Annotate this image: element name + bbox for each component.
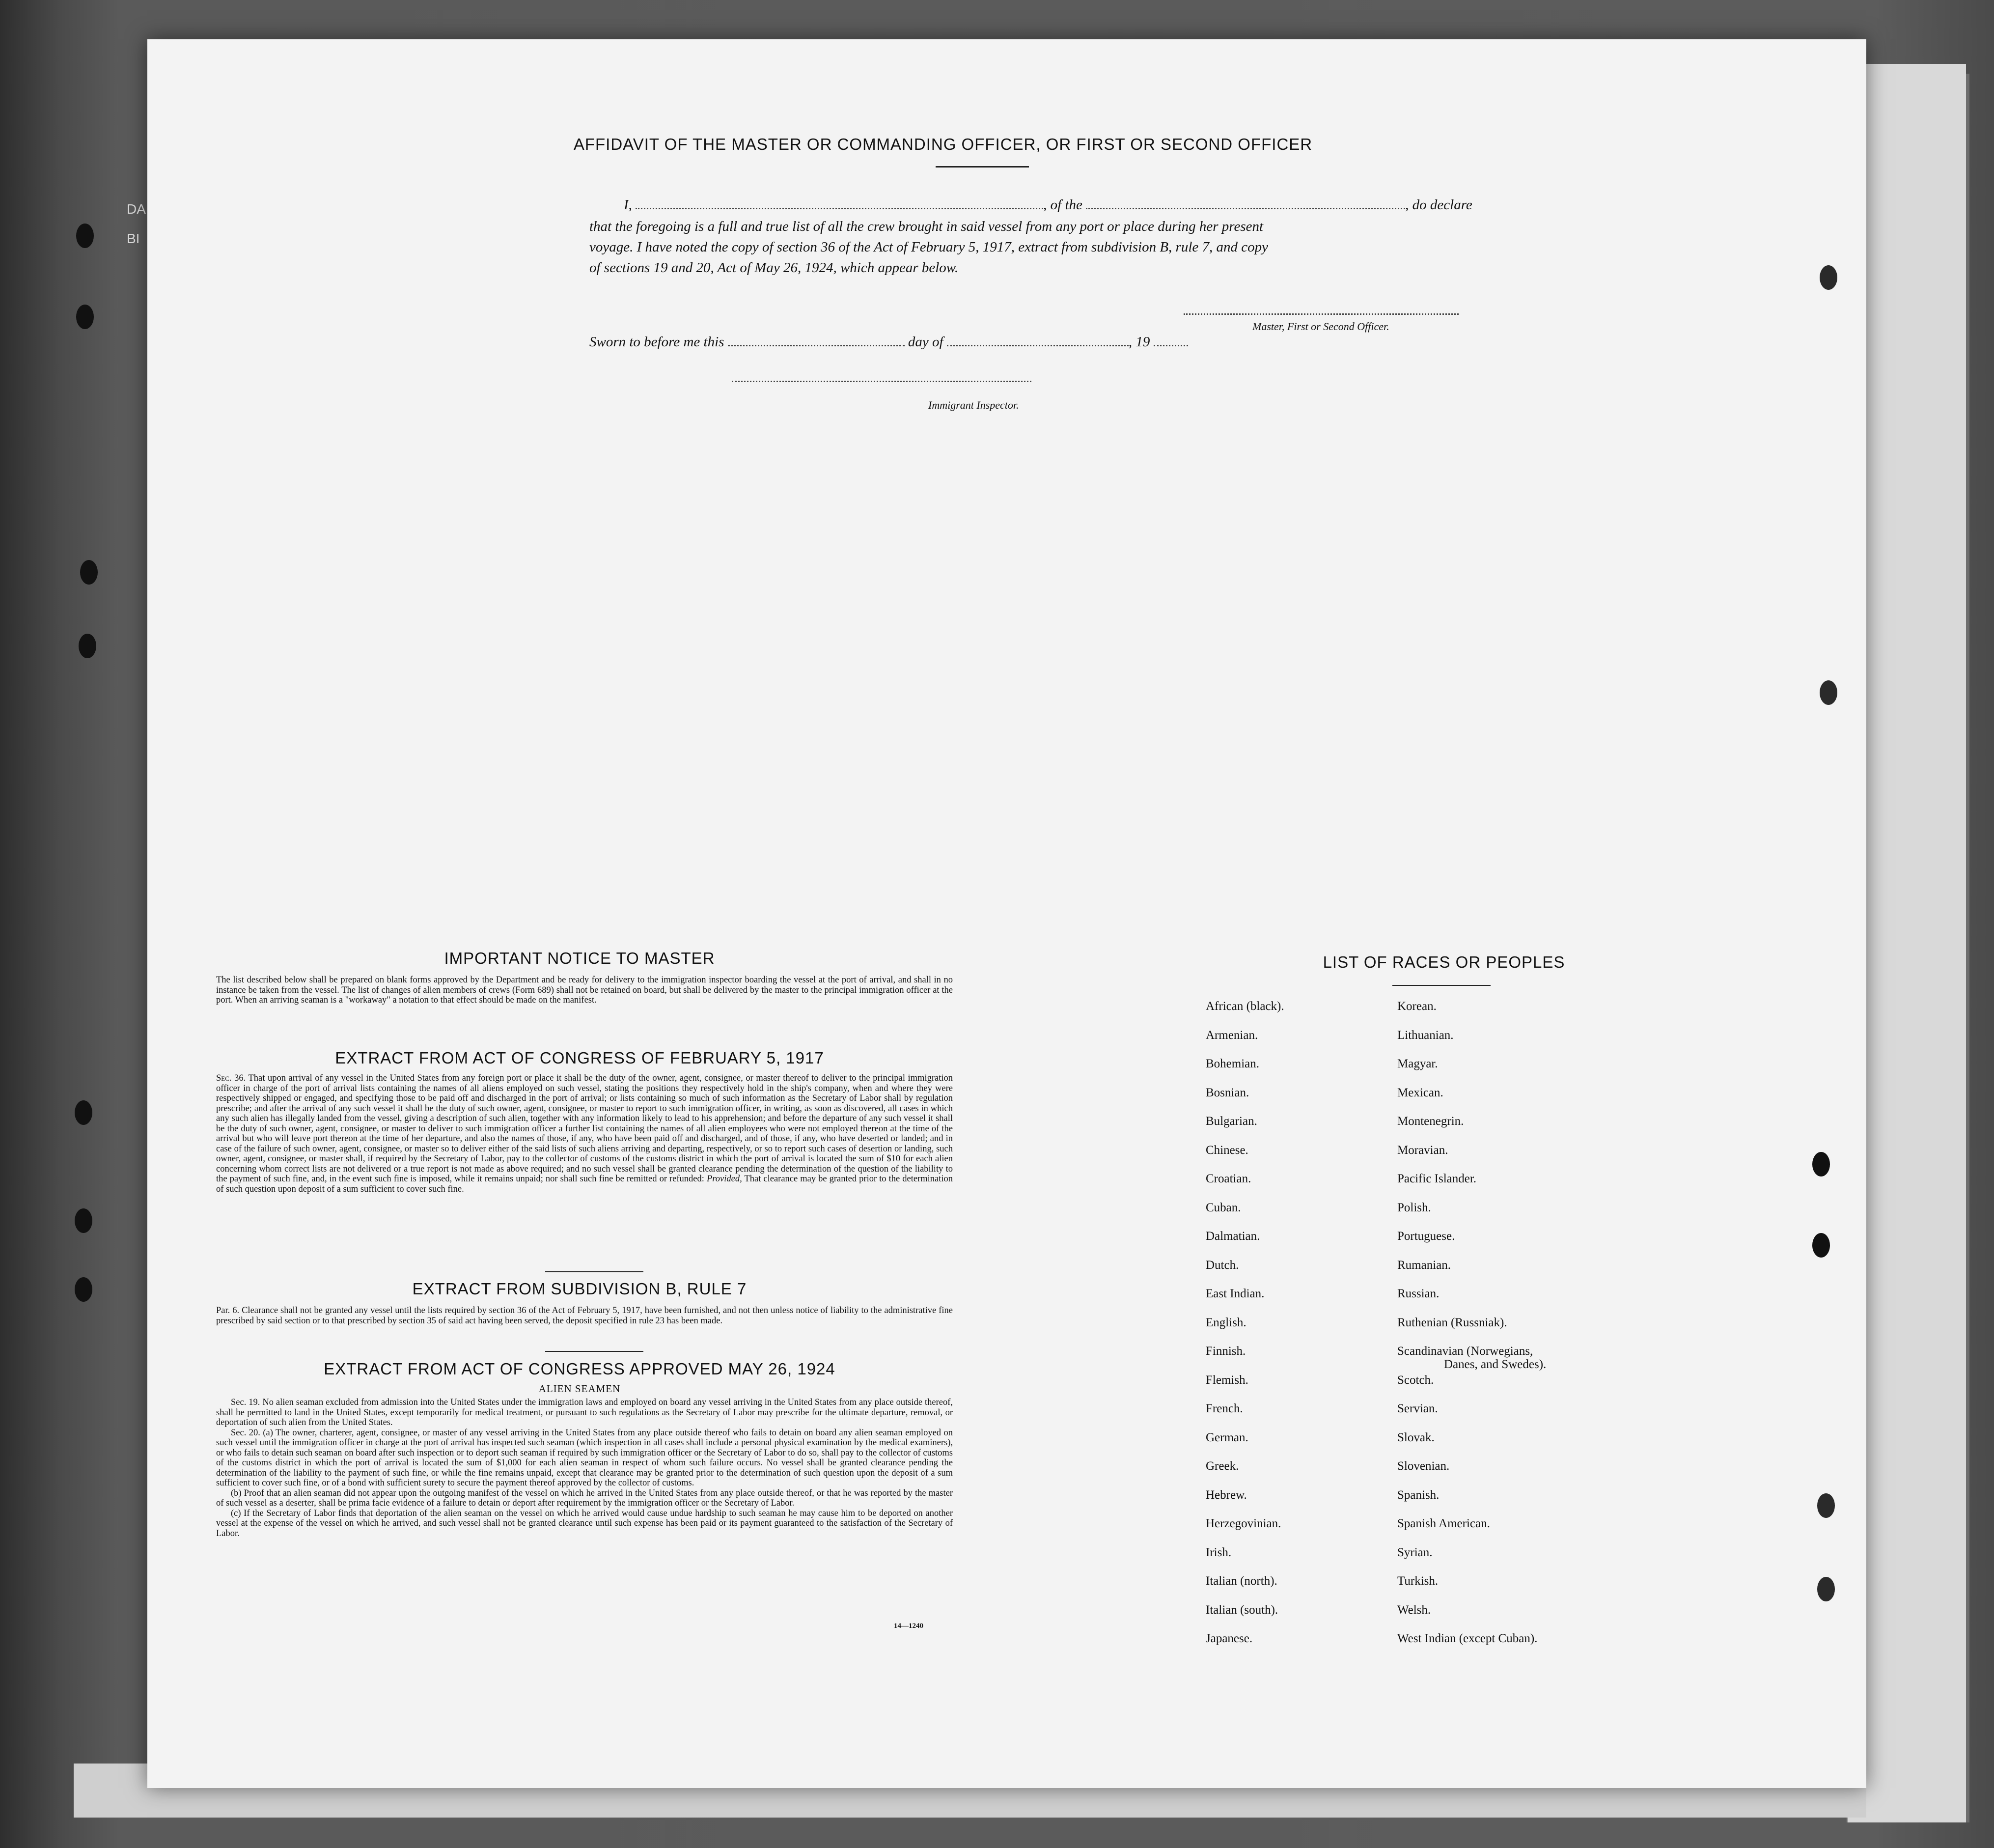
name-field[interactable] [636, 208, 1043, 209]
race-item: Armenian. [1206, 1028, 1258, 1042]
race-item: Polish. [1397, 1201, 1431, 1214]
extract-1917-text [216, 1073, 953, 1194]
race-item: Dalmatian. [1206, 1230, 1260, 1243]
sec-19-text: Sec. 19. No alien seaman excluded from admission into the United States under the immigration laws and employed on board any vessel arriving in the United States from any place outside thereof, shall be permitted to land in the United States, except temporarily for medical treatment, or pursuant to such regulations as the Secretary of Labor may prescribe for the ultimate departure, removal, or deportation of such alien from the United States. [216, 1398, 953, 1428]
binder-hole [75, 1208, 92, 1233]
notice-title: IMPORTANT NOTICE TO MASTER [444, 949, 715, 967]
declaration-line-2: that the foregoing is a full and true list of all the crew brought in said vessel from any port or place during her present [589, 219, 1264, 234]
sworn-line [589, 334, 1188, 350]
race-item: Hebrew. [1206, 1488, 1247, 1502]
divider [936, 166, 1029, 168]
race-item: Bosnian. [1206, 1086, 1249, 1099]
race-item: Portuguese. [1397, 1230, 1455, 1243]
race-item: Finnish. [1206, 1344, 1246, 1358]
alien-seamen-subtitle: ALIEN SEAMEN [538, 1383, 621, 1395]
race-item: Flemish. [1206, 1373, 1248, 1387]
declaration-of-the: , of the [1043, 197, 1082, 213]
race-item: Croatian. [1206, 1172, 1251, 1185]
extract-rule7-title: EXTRACT FROM SUBDIVISION B, RULE 7 [412, 1280, 747, 1298]
race-item: Spanish. [1397, 1488, 1440, 1502]
race-item: Turkish. [1397, 1574, 1439, 1588]
binder-hole [1812, 1152, 1830, 1176]
binder-hole [75, 1277, 92, 1302]
edge-mark-da: DA [127, 201, 146, 217]
race-item: Russian. [1397, 1287, 1440, 1300]
race-item: West Indian (except Cuban). [1397, 1632, 1538, 1645]
declaration-line-1 [589, 196, 1635, 214]
race-item: Cuban. [1206, 1201, 1241, 1214]
race-item: Dutch. [1206, 1258, 1239, 1272]
sec-36-label: Sec. 36. [216, 1073, 246, 1083]
race-item: German. [1206, 1430, 1248, 1444]
race-item: Montenegrin. [1397, 1115, 1464, 1128]
race-item: African (black). [1206, 1000, 1284, 1013]
extract-1924-title: EXTRACT FROM ACT OF CONGRESS APPROVED MAY 26, 1924 [324, 1360, 835, 1378]
master-signature-field[interactable] [1184, 313, 1459, 315]
sworn-year: , 19 [1128, 334, 1150, 350]
races-title: LIST OF RACES OR PEOPLES [1323, 953, 1565, 971]
declaration-declare: , do declare [1405, 197, 1472, 213]
binder-hole [76, 224, 94, 248]
declaration-line-3: voyage. I have noted the copy of section 36 of the Act of February 5, 1917, extract from subdivision B, rule 7, and copy [589, 239, 1269, 255]
race-item: Chinese. [1206, 1143, 1248, 1157]
document-page [147, 39, 1866, 1788]
binder-hole [1817, 1577, 1835, 1601]
race-item: Spanish American. [1397, 1517, 1490, 1530]
race-item: Italian (south). [1206, 1603, 1278, 1617]
race-item: East Indian. [1206, 1287, 1265, 1300]
race-item: Japanese. [1206, 1632, 1253, 1645]
divider [1392, 985, 1491, 986]
sec-20b-text: (b) Proof that an alien seaman did not appear upon the outgoing manifest of the vessel on which he arrived in the United States from any place outside thereof, or that he was reported by the master of such vessel as a deserter, shall be prima facie evidence of a failure to detain or deport after requirement by the immigration officer or the Secretary of Labor. [216, 1488, 953, 1508]
vessel-field[interactable] [1086, 208, 1405, 209]
inspector-caption: Immigrant Inspector. [928, 399, 1019, 411]
provided-word: Provided, [706, 1174, 742, 1184]
inspector-signature-field[interactable] [732, 381, 1031, 382]
race-item-line-continued: Danes, and Swedes). [1444, 1358, 1547, 1371]
master-caption: Master, First or Second Officer. [1252, 320, 1389, 333]
divider [545, 1351, 643, 1352]
races-left-column [1206, 1000, 1284, 1661]
sec-36-body: That upon arrival of any vessel in the United States from any foreign port or place it shall be the duty of the owner, agent, consignee, or master thereof to deliver to the principal immigration officer in charge of the port of arrival lists containing the names of all aliens employed on such vessel, stating the positions they respectively hold in the ship's company, when and where they were respectively shipped or engaged, and specifying those to be paid off and discharged in the port of arrival; or lists containing so much of such information as the Secretary of Labor shall by regulation prescribe; and after the arrival of any such vessel it shall be the duty of such owner, agent, consignee, or master to report to such immigration officer, in writing, as soon as discovered, all cases in which any such alien has illegally landed from the vessel, giving a description of such alien, together with any information likely to lead to his apprehension; and before the departure of any such vessel it shall be the duty of such owner, agent, consignee, or master to deliver to such immigration officer a further list containing the names of all alien employees who were not employed thereon at the time of the arrival but who will leave port thereon at the time of her departure, and also the names of those, if any, who have been paid off and discharged, and of those, if any, who have deserted or landed; and in case of the failure of such owner, agent, consignee, or master so to deliver either of the said lists of such aliens arriving and departing, respectively, or so to report such cases of desertion or landing, such owner, agent, consignee, or master shall, if required by the Secretary of Labor, pay to the collector of customs of the customs district in which the port of arrival is located the sum of $10 for each alien concerning whom correct lists are not delivered or a true report is not made as above required; and no such vessel shall be granted clearance pending the determination of the question of the liability to the payment of such fine, and, in the event such fine is imposed, while it remains unpaid; nor shall such fine be remitted or refunded: [216, 1073, 953, 1184]
extract-1924-text [216, 1398, 953, 1539]
races-right-column [1397, 1000, 1546, 1661]
race-item: Mexican. [1397, 1086, 1443, 1099]
notice-text: The list described below shall be prepared on blank forms approved by the Department and be ready for delivery to the immigration inspector boarding the vessel at the port of arrival, and shall in no instance be taken from the vessel. The list of changes of alien members of crews (Form 689) shall not be retained on board, but shall be delivered by the master to the principal immigration officer at the port. When an arriving seaman is a "workaway" a notation to that effect should be made on the manifest. [216, 975, 953, 1005]
divider [545, 1271, 643, 1272]
race-item-line: Scandinavian (Norwegians, [1397, 1344, 1533, 1358]
binder-hole [1820, 680, 1837, 705]
race-item: Ruthenian (Russniak). [1397, 1316, 1507, 1329]
race-item: Irish. [1206, 1545, 1232, 1559]
binder-hole [1820, 265, 1837, 290]
binder-hole [79, 634, 96, 658]
affidavit-title: AFFIDAVIT OF THE MASTER OR COMMANDING OFFICER, OR FIRST OR SECOND OFFICER [573, 135, 1313, 153]
race-item: Syrian. [1397, 1545, 1433, 1559]
form-number: 14—1240 [894, 1622, 923, 1630]
edge-mark-bi: BI [127, 231, 140, 246]
declaration-line-4: of sections 19 and 20, Act of May 26, 1924, which appear below. [589, 260, 959, 276]
binder-hole [76, 305, 94, 329]
sec-36-tail: That clearance may be granted prior to the determination of such question upon deposit of a sum sufficient to cover such fine. [216, 1174, 953, 1194]
race-item: Welsh. [1397, 1603, 1431, 1617]
sworn-month-field[interactable] [947, 345, 1129, 346]
race-item: Slovak. [1397, 1430, 1435, 1444]
race-item: Scotch. [1397, 1373, 1434, 1387]
race-item: Lithuanian. [1397, 1028, 1454, 1042]
binder-hole [1812, 1233, 1830, 1258]
declaration-i: I, [624, 197, 632, 213]
race-item: Bulgarian. [1206, 1115, 1257, 1128]
binder-hole [75, 1100, 92, 1125]
sworn-year-field[interactable] [1154, 345, 1188, 346]
race-item: French. [1206, 1402, 1243, 1415]
binder-hole [1817, 1493, 1835, 1518]
binder-hole [80, 560, 98, 585]
sec-20a-text: Sec. 20. (a) The owner, charterer, agent, consignee, or master of any vessel arriving in the United States from any place outside thereof who fails to detain on board any alien seaman employed on such vessel until the immigration officer in charge at the port of arrival has inspected such seaman (which inspection in all cases shall include a personal physical examination by the medical examiners), or who fails to detain such seaman on board after such inspection or to deport such seaman if required by such immigration officer or the Secretary of Labor to do so, shall pay to the collector of customs of the customs district in which the port of arrival is located the sum of $1,000 for each alien seaman in respect of whom such failure occurs. No vessel shall be granted clearance pending the determination of the liability to the payment of such fine, or while the fine remains unpaid, except that clearance may be granted prior to the determination of such question upon the deposit of a sum sufficient to cover such fine, or of a bond with sufficient surety to secure the payment thereof approved by the collector of customs. [216, 1428, 953, 1488]
affidavit-declaration [589, 196, 1635, 277]
race-item: English. [1206, 1316, 1246, 1329]
extract-rule7-text: Par. 6. Clearance shall not be granted any vessel until the lists required by section 36 of the Act of February 5, 1917, have been furnished, and not then unless notice of liability to the administrative fine prescribed by said section or to that prescribed by section 35 of said act having been served, the deposit specified in rule 23 has been made. [216, 1306, 953, 1326]
race-item: Magyar. [1397, 1057, 1438, 1070]
race-item: Bohemian. [1206, 1057, 1260, 1070]
sec-20c-text: (c) If the Secretary of Labor finds that deportation of the alien seaman on the vessel on which he arrived would cause undue hardship to such seaman he may cause him to be deported on another vessel at the expense of the vessel on which he arrived, and such vessel shall not be granted clearance until such expense has been paid or its payment guaranteed to the satisfaction of the Secretary of Labor. [216, 1508, 953, 1539]
race-item-scandinavian [1397, 1344, 1546, 1373]
race-item: Italian (north). [1206, 1574, 1277, 1588]
extract-1917-title: EXTRACT FROM ACT OF CONGRESS OF FEBRUARY 5, 1917 [335, 1049, 824, 1067]
sworn-prefix: Sworn to before me this [589, 334, 724, 350]
race-item: Slovenian. [1397, 1459, 1450, 1473]
race-item: Rumanian. [1397, 1258, 1451, 1272]
race-item: Pacific Islander. [1397, 1172, 1477, 1185]
race-item: Greek. [1206, 1459, 1239, 1473]
race-item: Korean. [1397, 1000, 1437, 1013]
sworn-day-field[interactable] [728, 345, 905, 346]
race-item: Herzegovinian. [1206, 1517, 1281, 1530]
race-item: Servian. [1397, 1402, 1438, 1415]
sworn-day-of: day of [908, 334, 943, 350]
race-item: Moravian. [1397, 1143, 1448, 1157]
